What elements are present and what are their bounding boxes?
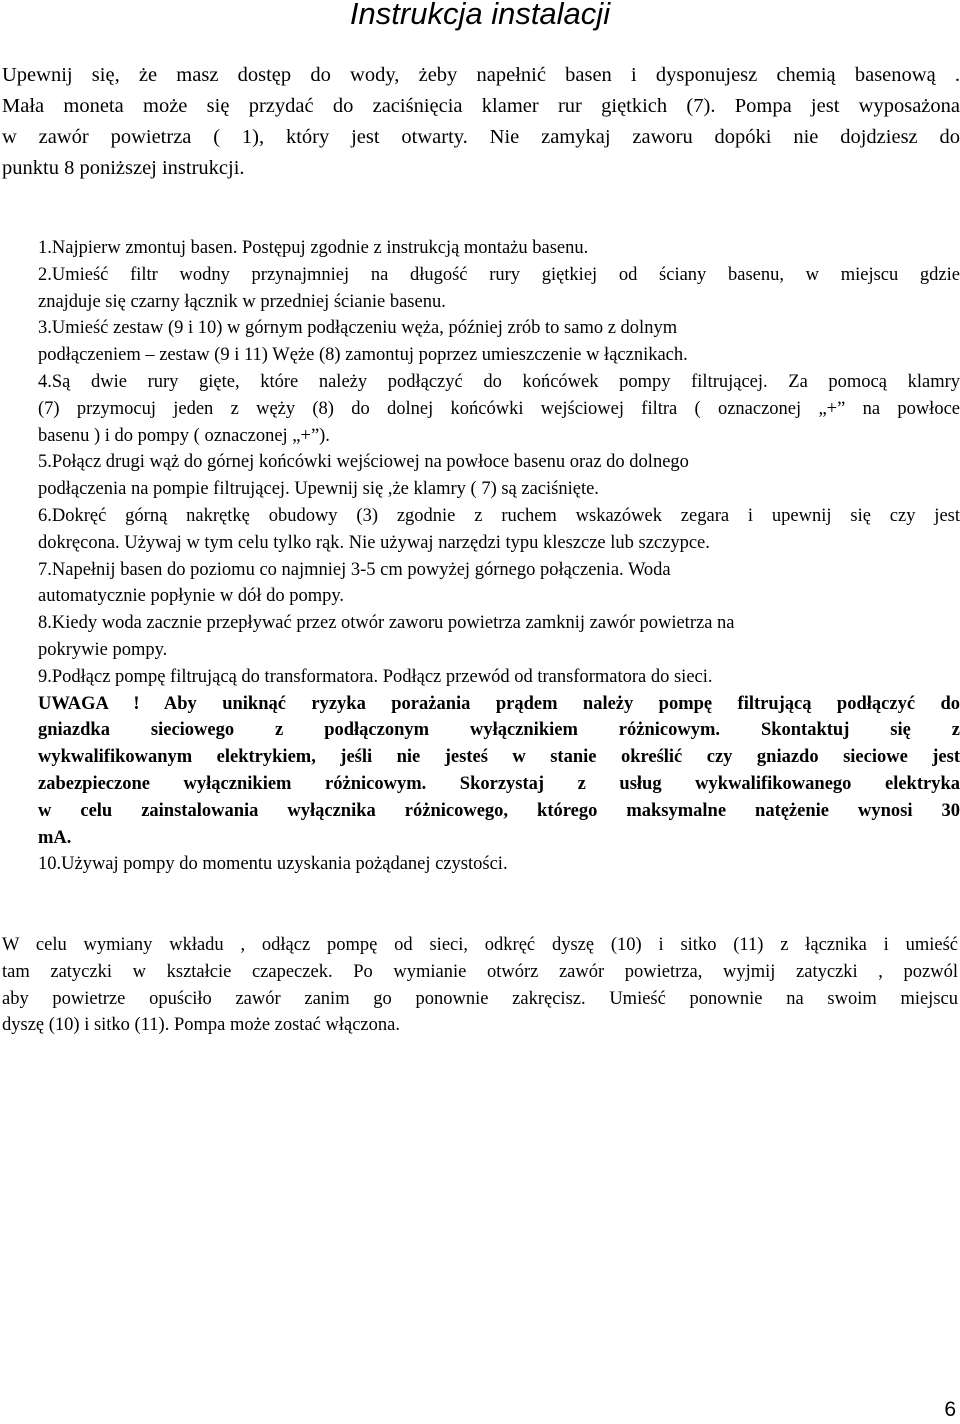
step-9 (38, 664, 960, 691)
step-line: 9.Podłącz pompę filtrującą do transformatora. Podłącz przewód od transformatora do sieci. (38, 666, 713, 687)
step-line: 8.Kiedy woda zacznie przepływać przez otwór zaworu powietrza zamknij zawór powietrza na (38, 613, 735, 634)
warning-line: UWAGA ! Aby uniknąć ryzyka porażania prądem należy pompę filtrującą podłączyć do (38, 693, 960, 714)
intro-line: Upewnij się, że masz dostęp do wody, żeby napełnić basen i dysponujesz chemią basenową . (2, 64, 960, 86)
step-line: 2.Umieść filtr wodny przynajmniej na długość rury giętkiej od ściany basenu, w miejscu gdzie (38, 264, 960, 285)
step-8 (38, 610, 960, 664)
step-line: 6.Dokręć górną nakrętkę obudowy (3) zgodnie z ruchem wskazówek zegara i upewnij się czy jest (38, 505, 960, 526)
step-10 (38, 851, 960, 878)
safety-warning (38, 691, 960, 852)
warning-line: mA. (38, 827, 72, 848)
step-6 (38, 503, 960, 557)
step-line: 3.Umieść zestaw (9 i 10) w górnym podłączeniu węża, później zrób to samo z dolnym (38, 318, 678, 339)
step-5 (38, 449, 960, 503)
step-line: znajduje się czarny łącznik w przedniej ścianie basenu. (38, 291, 446, 312)
step-line: 10.Używaj pompy do momentu uzyskania pożądanej czystości. (38, 854, 508, 875)
outro-line: tam zatyczki w kształcie czapeczek. Po wymianie otwórz zawór powietrza, wyjmij zatyczki , pozwól (2, 961, 958, 982)
step-line: podłączeniem – zestaw (9 i 11) Węże (8) zamontuj poprzez umieszczenie w łącznikach. (38, 345, 688, 366)
step-line: pokrywie pompy. (38, 639, 168, 660)
warning-line: zabezpieczone wyłącznikiem różnicowym. Skorzystaj z usług wykwalifikowanego elektryka (38, 773, 960, 794)
outro-line: aby powietrze opuściło zawór zanim go ponownie zakręcisz. Umieść ponownie na swoim miejscu (2, 988, 958, 1009)
intro-line: Mała moneta może się przydać do zaciśnięcia klamer rur giętkich (7). Pompa jest wyposażona (2, 95, 960, 117)
step-7 (38, 557, 960, 611)
warning-line: gniazdka sieciowego z podłączonym wyłącznikiem różnicowym. Skontaktuj się z (38, 720, 960, 741)
step-line: (7) przymocuj jeden z węży (8) do dolnej końcówki wejściowej filtra ( oznaczonej „+” na powłoce (38, 398, 960, 419)
intro-paragraph (2, 60, 960, 184)
step-1 (38, 235, 960, 262)
outro-line: W celu wymiany wkładu , odłącz pompę od sieci, odkręć dyszę (10) i sitko (11) z łącznika i umieść (2, 935, 958, 955)
step-4 (38, 369, 960, 449)
step-line: 7.Napełnij basen do poziomu co najmniej 3-5 cm powyżej górnego połączenia. Woda (38, 559, 671, 580)
outro-line: dyszę (10) i sitko (11). Pompa może zostać włączona. (2, 1015, 400, 1036)
step-3 (38, 315, 960, 369)
step-line: dokręcona. Używaj w tym celu tylko rąk. Nie używaj narzędzi typu kleszcze lub szczypce. (38, 532, 710, 553)
warning-line: w celu zainstalowania wyłącznika różnicowego, którego maksymalne natężenie wynosi 30 (38, 800, 960, 821)
warning-line: wykwalifikowanym elektrykiem, jeśli nie jesteś w stanie określić czy gniazdo sieciowe jest (38, 747, 960, 768)
step-line: 5.Połącz drugi wąż do górnej końcówki wejściowej na powłoce basenu oraz do dolnego (38, 452, 689, 473)
page-number: 6 (944, 1398, 956, 1421)
intro-line: w zawór powietrza ( 1), który jest otwarty. Nie zamykaj zaworu dopóki nie dojdziesz do (2, 126, 960, 148)
step-line: 1.Najpierw zmontuj basen. Postępuj zgodnie z instrukcją montażu basenu. (38, 238, 589, 258)
cartridge-replacement-paragraph (2, 932, 958, 1039)
step-line: automatycznie popłynie w dół do pompy. (38, 586, 345, 607)
step-line: podłączenia na pompie filtrującej. Upewnij się ,że klamry ( 7) są zaciśnięte. (38, 479, 599, 500)
step-line: basenu ) i do pompy ( oznaczonej „+”). (38, 425, 330, 446)
installation-steps (38, 235, 960, 878)
step-line: 4.Są dwie rury gięte, które należy podłączyć do końcówek pompy filtrującej. Za pomocą klamry (38, 371, 960, 392)
intro-line: punktu 8 poniższej instrukcji. (2, 157, 245, 179)
step-2 (38, 262, 960, 316)
page-title: Instrukcja instalacji (349, 0, 611, 31)
